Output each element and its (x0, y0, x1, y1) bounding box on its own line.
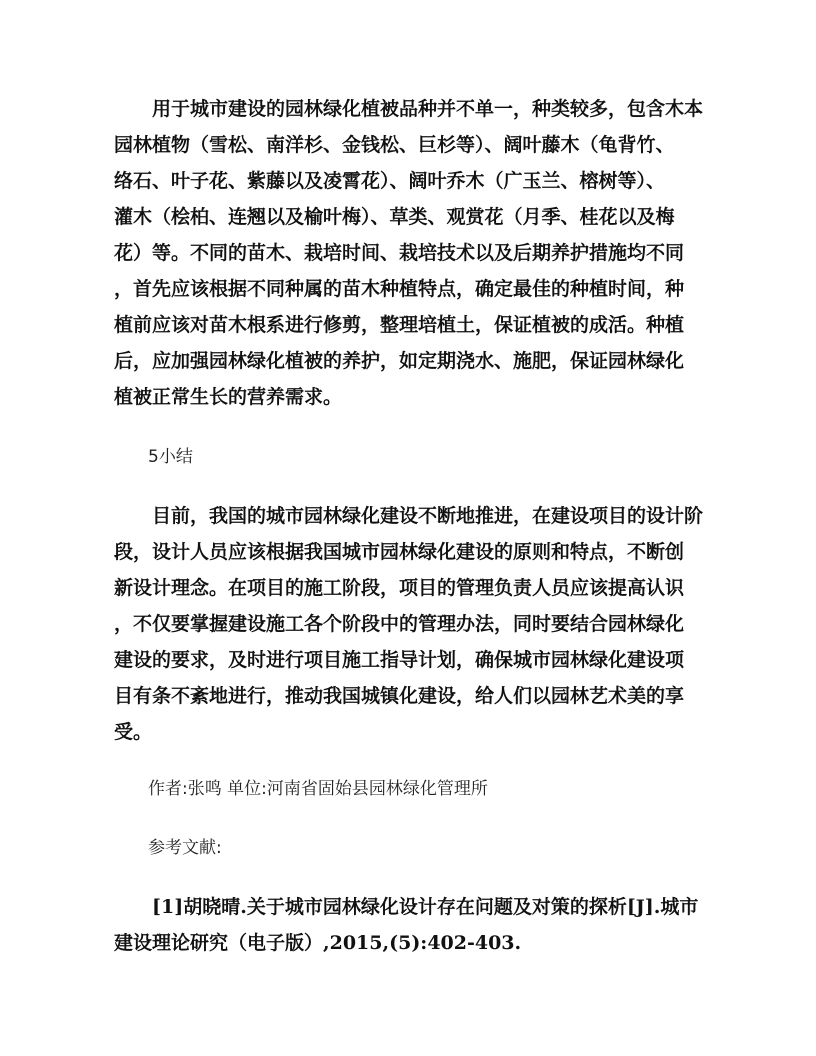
author-line: 作者:张鸣 单位:河南省固始县园林绿化管理所 (114, 779, 488, 799)
text-line: 后，应加强园林绿化植被的养护，如定期浇水、施肥，保证园林绿化 (114, 350, 685, 372)
text-line: 段，设计人员应该根据我国城市园林绿化建设的原则和特点，不断创 (114, 541, 685, 563)
text-line: 植前应该对苗木根系进行修剪，整理培植土，保证植被的成活。种植 (114, 314, 685, 336)
section-heading: 5小结 (114, 447, 193, 467)
text-line: 建设的要求，及时进行项目施工指导计划，确保城市园林绿化建设项 (114, 649, 685, 671)
text-line: 园林植物（雪松、南洋杉、金钱松、巨杉等）、阔叶藤木（龟背竹、 (114, 134, 675, 156)
text-line: [1]胡晓晴.关于城市园林绿化设计存在问题及对策的探析[J].城市 (114, 896, 699, 918)
text-line: 灌木（桧柏、连翘以及榆叶梅）、草类、观赏花（月季、桂花以及梅 (114, 206, 675, 228)
text-line: 植被正常生长的营养需求。 (114, 386, 343, 408)
text-line: 目前，我国的城市园林绿化建设不断地推进，在建设项目的设计阶 (114, 505, 704, 527)
references-heading: 参考文献: (114, 838, 222, 858)
text-line: 络石、叶子花、紫藤以及凌霄花）、阔叶乔木（广玉兰、榕树等）、 (114, 170, 666, 192)
text-line: ，不仅要掌握建设施工各个阶段中的管理办法，同时要结合园林绿化 (114, 613, 685, 635)
text-line: 花）等。不同的苗木、栽培时间、栽培技术以及后期养护措施均不同 (114, 242, 685, 264)
text-line: 目有条不紊地进行，推动我国城镇化建设，给人们以园林艺术美的享 (114, 685, 685, 707)
text-line: 新设计理念。在项目的施工阶段，项目的管理负责人员应该提高认识 (114, 577, 685, 599)
text-line: 用于城市建设的园林绿化植被品种并不单一，种类较多，包含木本 (114, 98, 704, 120)
text-line: ，首先应该根据不同种属的苗木种植特点，确定最佳的种植时间，种 (114, 278, 685, 300)
text-line: 受。 (114, 721, 153, 743)
text-line: 建设理论研究（电子版）,2015,(5):402-403. (114, 932, 522, 954)
